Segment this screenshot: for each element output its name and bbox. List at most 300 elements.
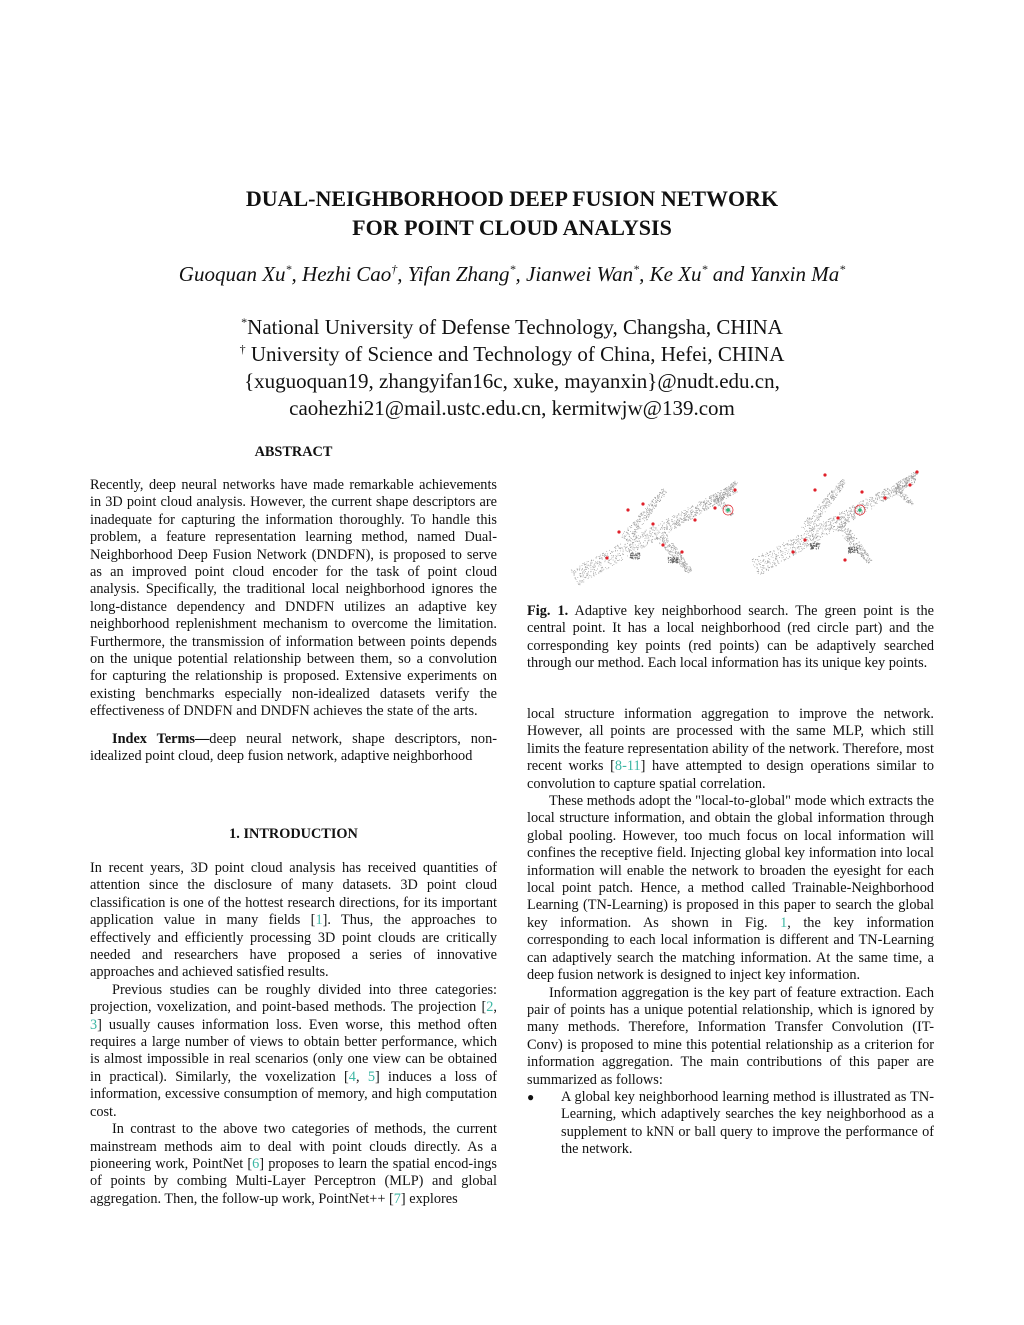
- cloud-point: [871, 501, 872, 502]
- cloud-point: [716, 501, 717, 502]
- cloud-point: [843, 482, 844, 483]
- cloud-point: [875, 499, 876, 500]
- cloud-point: [722, 498, 723, 499]
- cloud-point: [905, 484, 906, 485]
- cloud-point: [905, 485, 906, 486]
- cloud-point: [688, 519, 689, 520]
- cloud-point: [831, 525, 832, 526]
- engine-point: [812, 548, 813, 549]
- cloud-point: [880, 500, 881, 501]
- cloud-point: [754, 566, 755, 567]
- cloud-point: [856, 510, 857, 511]
- cloud-point: [574, 574, 575, 575]
- figure-link[interactable]: 1: [780, 914, 788, 931]
- cloud-point: [637, 526, 638, 527]
- cloud-point: [729, 495, 730, 496]
- cloud-point: [798, 547, 799, 548]
- cloud-point: [724, 509, 725, 510]
- cloud-point: [668, 522, 669, 523]
- cloud-point: [682, 562, 683, 563]
- cloud-point: [842, 485, 843, 486]
- cloud-point: [844, 538, 845, 539]
- cloud-point: [674, 517, 675, 518]
- cloud-point: [645, 540, 646, 541]
- cloud-point: [585, 577, 586, 578]
- cloud-point: [840, 528, 841, 529]
- cloud-point: [635, 525, 636, 526]
- cloud-point: [911, 503, 912, 504]
- cloud-point: [860, 545, 861, 546]
- cloud-point: [914, 481, 915, 482]
- cloud-point: [710, 506, 711, 507]
- cloud-point: [868, 562, 869, 563]
- cloud-point: [797, 539, 798, 540]
- cloud-point: [717, 496, 718, 497]
- cloud-point: [797, 541, 798, 542]
- cloud-point: [871, 506, 872, 507]
- cloud-point: [666, 522, 667, 523]
- body-paragraph-2: These methods adopt the "local-to-global" mode which extracts the local structure information, and obtain the global information through global pooling. However, too much focus on local information will confines the receptive field. Injecting global key information into local information will enable the network to broaden the eyesight for each local point patch. Hence, a method called Trainable-Neighborhood Learning (TN-Learning) is proposed in this paper to search the global key information. As shown in Fig. 1, the key information corresponding to each local information is different and TN-Learning can adaptively search the matching information. At the same time, a deep fusion network is designed to inject key information.: [527, 793, 934, 984]
- cloud-point: [649, 509, 650, 510]
- cloud-point: [577, 570, 578, 571]
- cloud-point: [798, 546, 799, 547]
- cloud-point: [733, 483, 734, 484]
- cloud-point: [646, 510, 647, 511]
- citation-link[interactable]: 3: [90, 1016, 98, 1033]
- cloud-point: [827, 498, 828, 499]
- cloud-point: [844, 532, 845, 533]
- cloud-point: [614, 561, 615, 562]
- cloud-point: [867, 553, 868, 554]
- cloud-point: [779, 557, 780, 558]
- cloud-point: [901, 493, 902, 494]
- cloud-point: [854, 507, 855, 508]
- cloud-point: [605, 560, 606, 561]
- cloud-point: [635, 530, 636, 531]
- cloud-point: [618, 546, 619, 547]
- cloud-point: [678, 522, 679, 523]
- cloud-point: [883, 491, 884, 492]
- cloud-point: [827, 502, 828, 503]
- cloud-point: [664, 527, 665, 528]
- cloud-point: [611, 563, 612, 564]
- cloud-point: [640, 546, 641, 547]
- cloud-point: [572, 570, 573, 571]
- cloud-point: [914, 475, 915, 476]
- cloud-point: [861, 507, 862, 508]
- cloud-point: [813, 527, 814, 528]
- cloud-point: [723, 494, 724, 495]
- cloud-point: [793, 546, 794, 547]
- cloud-point: [683, 513, 684, 514]
- cloud-point: [768, 569, 769, 570]
- cloud-point: [833, 500, 834, 501]
- cloud-point: [852, 541, 853, 542]
- cloud-point: [801, 537, 802, 538]
- engine-point: [858, 551, 859, 552]
- cloud-point: [901, 489, 902, 490]
- citation-link[interactable]: 8: [614, 758, 623, 775]
- cloud-point: [899, 491, 900, 492]
- cloud-point: [719, 501, 720, 502]
- cloud-point: [677, 515, 678, 516]
- cloud-point: [604, 555, 605, 556]
- cloud-point: [630, 547, 631, 548]
- cloud-point: [628, 540, 629, 541]
- cloud-point: [778, 563, 779, 564]
- cloud-point: [854, 518, 855, 519]
- cloud-point: [866, 511, 867, 512]
- cloud-point: [647, 512, 648, 513]
- cloud-point: [710, 495, 711, 496]
- cloud-point: [900, 494, 901, 495]
- cloud-point: [651, 513, 652, 514]
- cloud-point: [650, 509, 651, 510]
- cloud-point: [735, 492, 736, 493]
- cloud-point: [716, 495, 717, 496]
- cloud-point: [700, 503, 701, 504]
- cloud-point: [616, 556, 617, 557]
- cloud-point: [593, 575, 594, 576]
- cloud-point: [807, 539, 808, 540]
- cloud-point: [634, 529, 635, 530]
- cloud-point: [915, 475, 916, 476]
- cloud-point: [825, 528, 826, 529]
- cloud-point: [680, 556, 681, 557]
- cloud-point: [773, 557, 774, 558]
- cloud-point: [763, 559, 764, 560]
- cloud-point: [830, 524, 831, 525]
- cloud-point: [663, 534, 664, 535]
- cloud-point: [647, 507, 648, 508]
- cloud-point: [872, 505, 873, 506]
- cloud-point: [729, 486, 730, 487]
- cloud-point: [576, 579, 577, 580]
- cloud-point: [863, 504, 864, 505]
- cloud-point: [843, 518, 844, 519]
- cloud-point: [816, 519, 817, 520]
- cloud-point: [896, 493, 897, 494]
- cloud-point: [904, 497, 905, 498]
- cloud-point: [653, 527, 654, 528]
- cloud-point: [849, 543, 850, 544]
- cloud-point: [772, 566, 773, 567]
- cloud-point: [815, 537, 816, 538]
- cloud-point: [907, 479, 908, 480]
- cloud-point: [654, 533, 655, 534]
- cloud-point: [707, 501, 708, 502]
- citation-link[interactable]: 11: [626, 758, 641, 775]
- cloud-point: [851, 510, 852, 511]
- cloud-point: [725, 508, 726, 509]
- cloud-point: [912, 482, 913, 483]
- cloud-point: [834, 491, 835, 492]
- cloud-point: [904, 497, 905, 498]
- cloud-point: [720, 493, 721, 494]
- cloud-point: [684, 513, 685, 514]
- cloud-point: [604, 554, 605, 555]
- cloud-point: [865, 552, 866, 553]
- cloud-point: [849, 507, 850, 508]
- cloud-point: [833, 518, 834, 519]
- cloud-point: [655, 533, 656, 534]
- cloud-point: [662, 533, 663, 534]
- cloud-point: [727, 512, 728, 513]
- cloud-point: [812, 536, 813, 537]
- cloud-point: [839, 488, 840, 489]
- cloud-point: [763, 571, 764, 572]
- cloud-point: [818, 509, 819, 510]
- cloud-point: [839, 527, 840, 528]
- cloud-point: [726, 489, 727, 490]
- cloud-point: [628, 541, 629, 542]
- cloud-point: [847, 540, 848, 541]
- cloud-point: [861, 544, 862, 545]
- cloud-point: [663, 538, 664, 539]
- cloud-point: [732, 486, 733, 487]
- cloud-point: [714, 501, 715, 502]
- citation-link[interactable]: 1: [315, 912, 323, 929]
- cloud-point: [689, 570, 690, 571]
- cloud-point: [853, 544, 854, 545]
- cloud-point: [839, 483, 840, 484]
- cloud-point: [791, 541, 792, 542]
- cloud-point: [906, 481, 907, 482]
- cloud-point: [857, 545, 858, 546]
- cloud-point: [838, 531, 839, 532]
- cloud-point: [684, 564, 685, 565]
- engine-point: [852, 551, 853, 552]
- cloud-point: [682, 566, 683, 567]
- cloud-point: [863, 558, 864, 559]
- cloud-point: [685, 561, 686, 562]
- cloud-point: [842, 487, 843, 488]
- cloud-point: [666, 529, 667, 530]
- engine-point: [668, 560, 669, 561]
- cloud-point: [802, 538, 803, 539]
- cloud-point: [798, 541, 799, 542]
- cloud-point: [652, 539, 653, 540]
- cloud-point: [696, 508, 697, 509]
- engine-point: [670, 557, 671, 558]
- cloud-point: [665, 492, 666, 493]
- cloud-point: [840, 483, 841, 484]
- cloud-point: [686, 566, 687, 567]
- cloud-point: [863, 500, 864, 501]
- cloud-point: [799, 549, 800, 550]
- cloud-point: [859, 541, 860, 542]
- cloud-point: [885, 491, 886, 492]
- title-line-2: FOR POINT CLOUD ANALYSIS: [352, 215, 672, 240]
- citation-link[interactable]: 6: [252, 1155, 260, 1172]
- cloud-point: [679, 521, 680, 522]
- engine-point: [856, 549, 857, 550]
- cloud-point: [680, 524, 681, 525]
- cloud-point: [813, 524, 814, 525]
- cloud-point: [865, 550, 866, 551]
- cloud-point: [601, 571, 602, 572]
- cloud-point: [822, 528, 823, 529]
- cloud-point: [840, 481, 841, 482]
- cloud-point: [871, 560, 872, 561]
- cloud-point: [632, 542, 633, 543]
- point-cloud-figure: [540, 440, 940, 590]
- cloud-point: [632, 539, 633, 540]
- cloud-point: [845, 533, 846, 534]
- cloud-point: [901, 497, 902, 498]
- cloud-point: [809, 538, 810, 539]
- cloud-point: [842, 517, 843, 518]
- cloud-point: [587, 565, 588, 566]
- cloud-point: [677, 520, 678, 521]
- cloud-point: [858, 513, 859, 514]
- cloud-point: [673, 515, 674, 516]
- cloud-point: [817, 536, 818, 537]
- cloud-point: [582, 581, 583, 582]
- key-point: [843, 558, 846, 561]
- cloud-point: [665, 543, 666, 544]
- cloud-point: [853, 519, 854, 520]
- cloud-point: [640, 528, 641, 529]
- cloud-point: [787, 553, 788, 554]
- cloud-point: [697, 506, 698, 507]
- cloud-point: [698, 508, 699, 509]
- cloud-point: [877, 498, 878, 499]
- cloud-point: [890, 490, 891, 491]
- cloud-point: [699, 501, 700, 502]
- cloud-point: [813, 515, 814, 516]
- cloud-point: [592, 569, 593, 570]
- cloud-point: [666, 519, 667, 520]
- cloud-point: [626, 535, 627, 536]
- cloud-point: [883, 496, 884, 497]
- cloud-point: [798, 538, 799, 539]
- cloud-point: [598, 566, 599, 567]
- cloud-point: [646, 530, 647, 531]
- cloud-point: [856, 507, 857, 508]
- cloud-point: [680, 517, 681, 518]
- cloud-point: [720, 495, 721, 496]
- cloud-point: [629, 540, 630, 541]
- citation-link[interactable]: 5: [367, 1068, 375, 1085]
- engine-point: [637, 557, 638, 558]
- engine-point: [810, 549, 811, 550]
- cloud-point: [579, 566, 580, 567]
- cloud-point: [630, 540, 631, 541]
- cloud-point: [804, 543, 805, 544]
- cloud-point: [859, 545, 860, 546]
- cloud-point: [713, 497, 714, 498]
- cloud-point: [882, 496, 883, 497]
- cloud-point: [719, 502, 720, 503]
- cloud-point: [872, 497, 873, 498]
- cloud-point: [630, 537, 631, 538]
- cloud-point: [734, 484, 735, 485]
- engine-point: [857, 552, 858, 553]
- cloud-point: [788, 558, 789, 559]
- cloud-point: [731, 489, 732, 490]
- cloud-point: [635, 544, 636, 545]
- engine-point: [852, 549, 853, 550]
- cloud-point: [714, 499, 715, 500]
- cloud-point: [908, 502, 909, 503]
- cloud-point: [905, 494, 906, 495]
- cloud-point: [654, 503, 655, 504]
- cloud-point: [873, 501, 874, 502]
- cloud-point: [804, 528, 805, 529]
- intro-heading: 1. INTRODUCTION: [229, 826, 358, 842]
- cloud-point: [861, 554, 862, 555]
- cloud-point: [608, 556, 609, 557]
- cloud-point: [684, 562, 685, 563]
- cloud-point: [664, 538, 665, 539]
- cloud-point: [676, 527, 677, 528]
- engine-point: [854, 547, 855, 548]
- cloud-point: [684, 517, 685, 518]
- cloud-point: [795, 551, 796, 552]
- cloud-point: [718, 505, 719, 506]
- cloud-point: [886, 499, 887, 500]
- cloud-point: [809, 535, 810, 536]
- cloud-point: [691, 512, 692, 513]
- cloud-point: [822, 509, 823, 510]
- cloud-point: [839, 524, 840, 525]
- engine-point: [851, 552, 852, 553]
- cloud-point: [786, 557, 787, 558]
- cloud-point: [591, 560, 592, 561]
- cloud-point: [684, 510, 685, 511]
- cloud-point: [737, 491, 738, 492]
- cloud-point: [652, 505, 653, 506]
- cloud-point: [609, 550, 610, 551]
- cloud-point: [602, 553, 603, 554]
- cloud-point: [772, 553, 773, 554]
- cloud-point: [801, 546, 802, 547]
- cloud-point: [585, 564, 586, 565]
- cloud-point: [819, 504, 820, 505]
- cloud-point: [684, 560, 685, 561]
- engine-point: [630, 555, 631, 556]
- cloud-point: [845, 518, 846, 519]
- engine-point: [848, 548, 849, 549]
- cloud-point: [627, 546, 628, 547]
- cloud-point: [816, 531, 817, 532]
- cloud-point: [664, 494, 665, 495]
- cloud-point: [761, 572, 762, 573]
- cloud-point: [667, 535, 668, 536]
- citation-link[interactable]: 4: [348, 1068, 356, 1085]
- cloud-point: [591, 560, 592, 561]
- cloud-point: [832, 492, 833, 493]
- cloud-point: [672, 545, 673, 546]
- cloud-point: [681, 564, 682, 565]
- cloud-point: [730, 490, 731, 491]
- cloud-point: [824, 533, 825, 534]
- cloud-point: [814, 528, 815, 529]
- cloud-point: [662, 535, 663, 536]
- cloud-point: [730, 493, 731, 494]
- cloud-point: [647, 542, 648, 543]
- cloud-point: [822, 512, 823, 513]
- citation-link[interactable]: 2: [486, 999, 494, 1016]
- cloud-point: [820, 508, 821, 509]
- cloud-point: [844, 480, 845, 481]
- citation-link[interactable]: 7: [393, 1190, 401, 1207]
- cloud-point: [804, 523, 805, 524]
- cloud-point: [886, 490, 887, 491]
- cloud-point: [836, 493, 837, 494]
- cloud-point: [787, 544, 788, 545]
